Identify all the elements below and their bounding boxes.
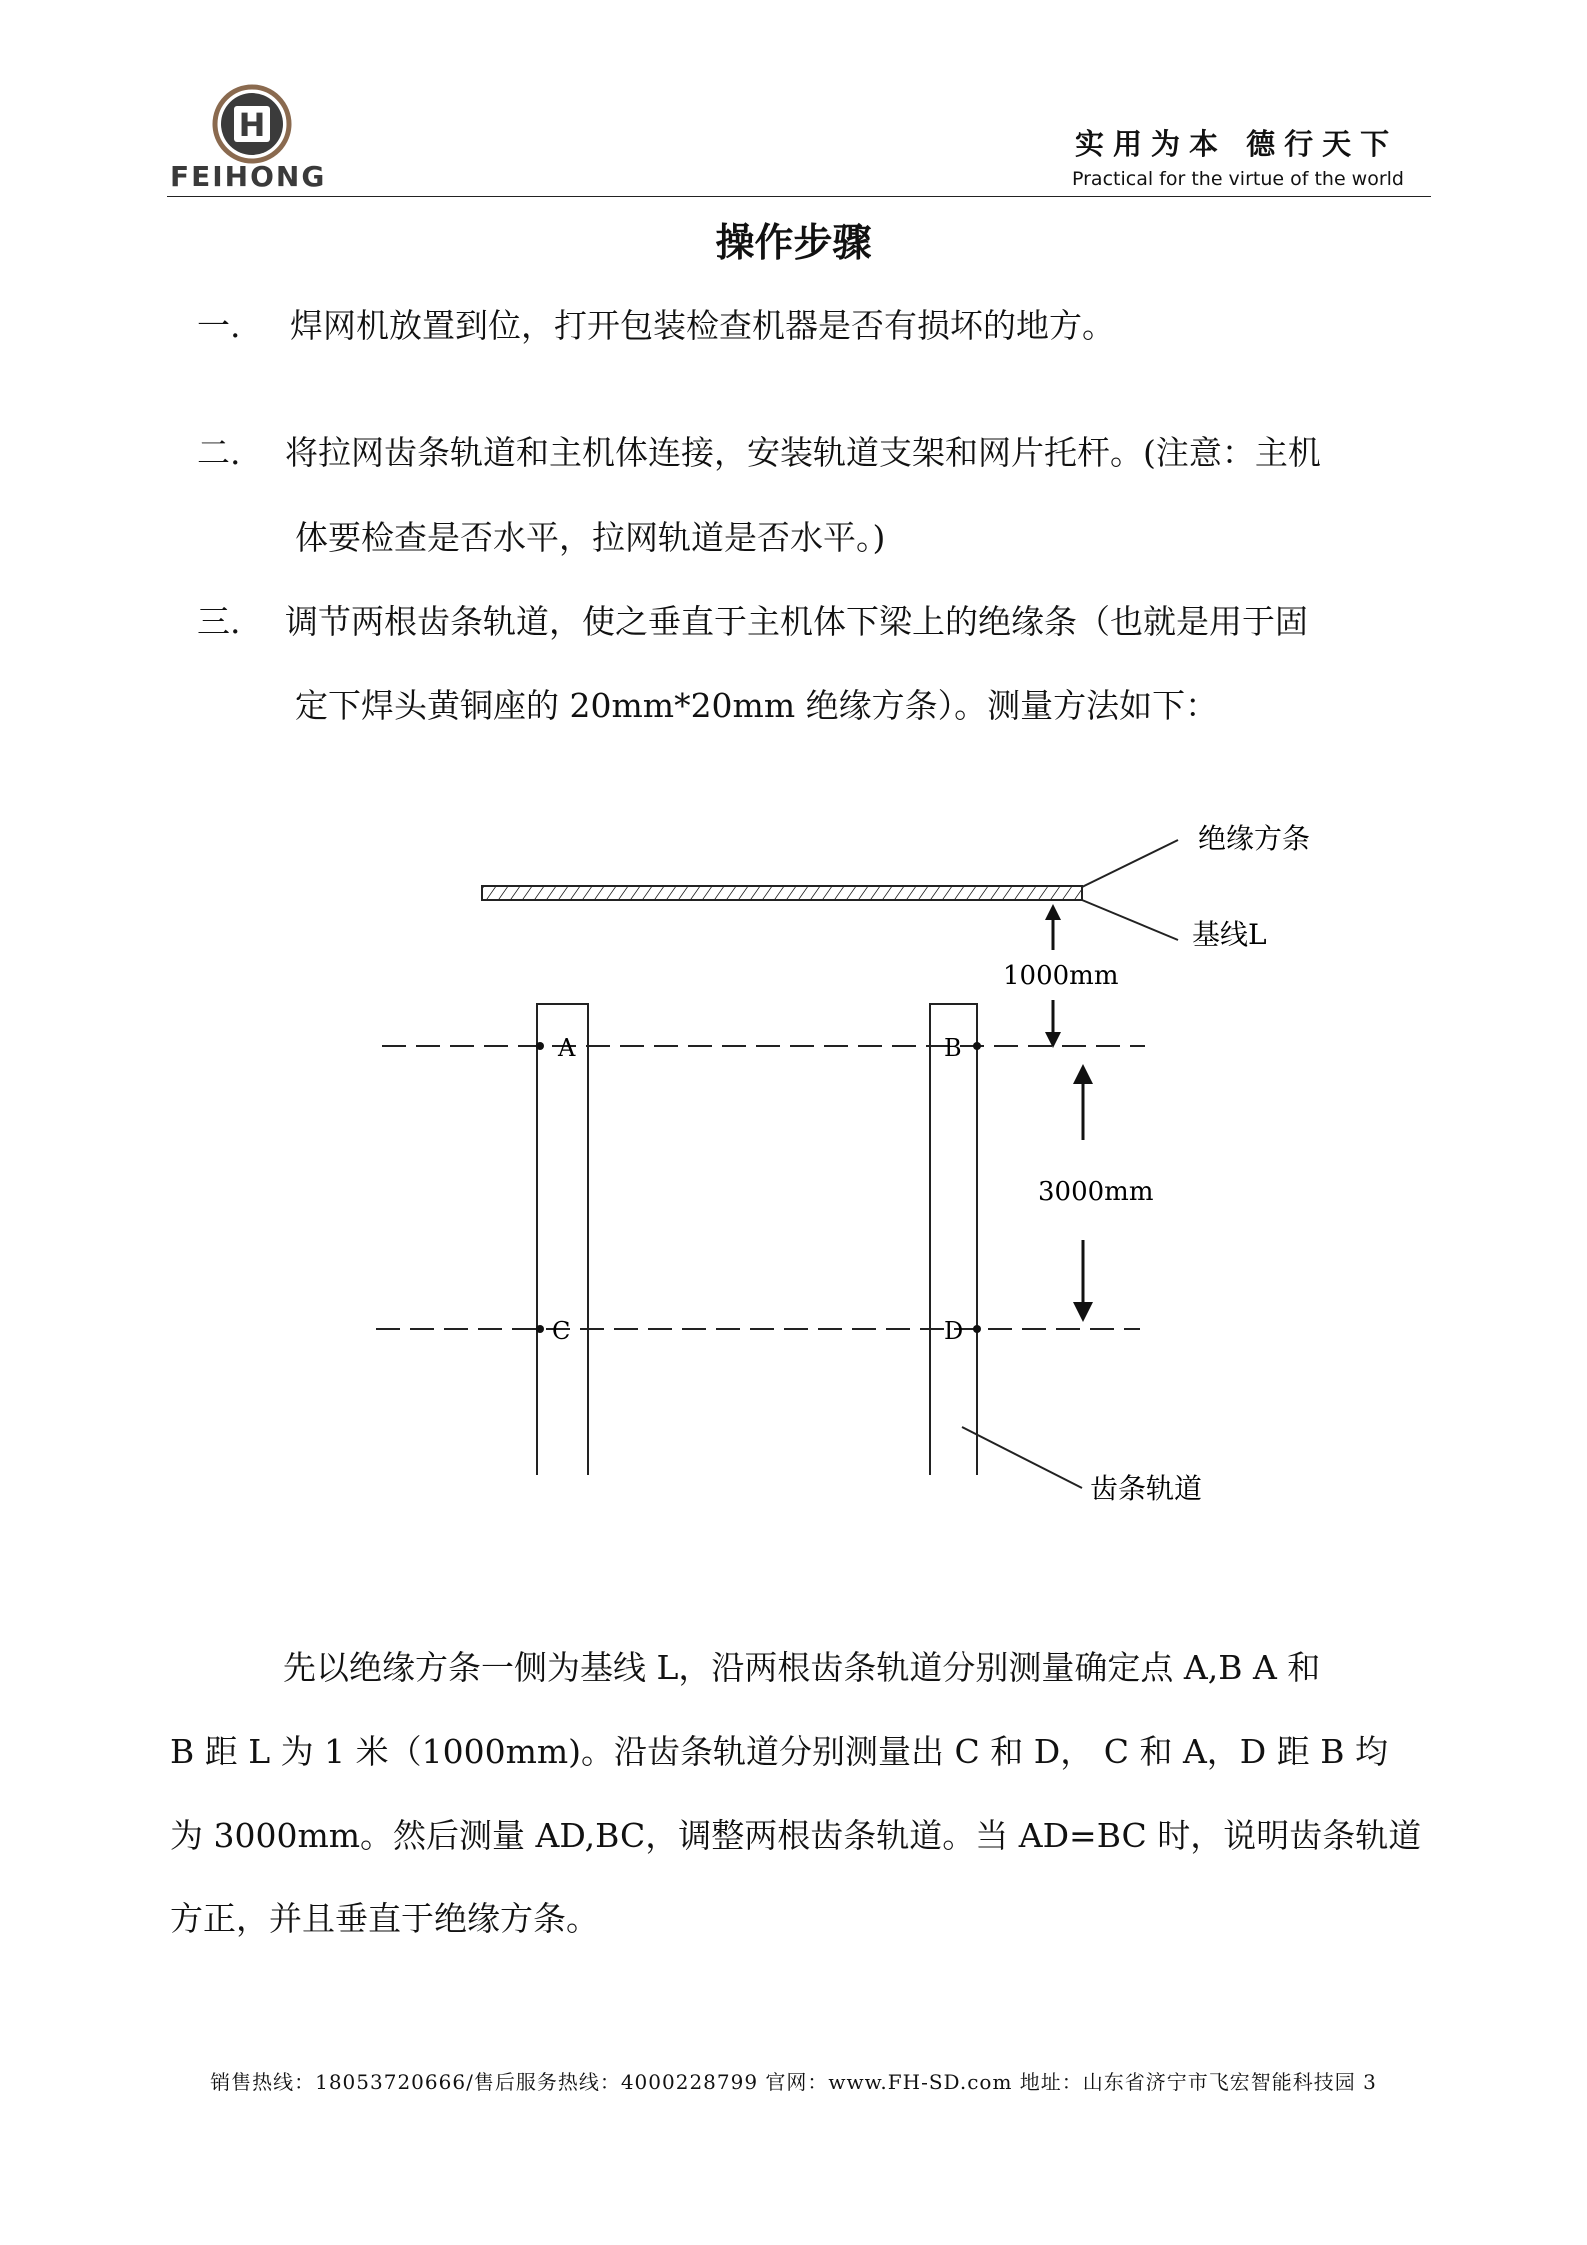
page-title: 操作步骤 <box>715 221 872 266</box>
step-1-line-1: 焊网机放置到位，打开包装检查机器是否有损坏的地方。 <box>290 306 1115 345</box>
step-3-number: 三. <box>197 602 241 641</box>
insulation-callout-line <box>1082 840 1178 887</box>
point-c-label: C <box>552 1317 571 1345</box>
point-a-label: A <box>558 1034 576 1062</box>
rack-callout-line <box>962 1427 1082 1488</box>
header-divider <box>167 196 1431 197</box>
label-baseline: 基线L <box>1192 918 1267 951</box>
step-3-line-2: 定下焊头黄铜座的 20mm*20mm 绝缘方条）。测量方法如下： <box>295 686 1219 725</box>
label-1000mm: 1000mm <box>1003 961 1119 991</box>
arrow-3000-down-head <box>1073 1302 1093 1322</box>
rack-rail-left <box>537 1004 588 1475</box>
measurement-diagram <box>0 780 1587 1540</box>
arrow-1000-up-head <box>1045 904 1061 920</box>
point-d-dot <box>973 1325 981 1333</box>
step-2-number: 二. <box>197 433 241 472</box>
label-insulation: 绝缘方条 <box>1198 822 1311 855</box>
footer-contact: 销售热线：18053720666/售后服务热线：4000228799 官网：www.FH-SD.com 地址：山东省济宁市飞宏智能科技园 3 <box>210 2070 1377 2094</box>
point-d-label: D <box>944 1317 964 1345</box>
point-b-dot <box>973 1042 981 1050</box>
step-1-number: 一. <box>197 306 241 345</box>
brand-name: FEIHONG <box>170 160 327 193</box>
arrow-3000-up-head <box>1073 1064 1093 1084</box>
body-line-4: 方正，并且垂直于绝缘方条。 <box>170 1899 599 1938</box>
body-line-3: 为 3000mm。然后测量 AD,BC，调整两根齿条轨道。当 AD=BC 时，说明齿条轨道 <box>170 1816 1422 1855</box>
insulation-bar <box>482 886 1082 900</box>
baseline-callout-line <box>1082 900 1178 940</box>
body-line-1: 先以绝缘方条一侧为基线 L，沿两根齿条轨道分别测量确定点 A,B A 和 <box>283 1648 1321 1687</box>
rack-rail-right <box>930 1004 977 1475</box>
point-b-label: B <box>944 1034 962 1062</box>
point-a-dot <box>536 1042 544 1050</box>
point-c-dot <box>536 1325 544 1333</box>
slogan-chinese: 实用为本 德行天下 <box>1075 127 1399 161</box>
step-2-line-1: 将拉网齿条轨道和主机体连接，安装轨道支架和网片托杆。(注意：主机 <box>285 433 1321 472</box>
label-3000mm: 3000mm <box>1038 1177 1154 1207</box>
logo-letter: H <box>238 106 266 144</box>
step-2-line-2: 体要检查是否水平，拉网轨道是否水平。) <box>295 518 886 557</box>
body-line-2: B 距 L 为 1 米（1000mm)。沿齿条轨道分别测量出 C 和 D， C 和 A，D 距 B 均 <box>170 1732 1388 1771</box>
feihong-logo <box>212 84 292 164</box>
slogan-english: Practical for the virtue of the world <box>1072 168 1404 190</box>
label-rack-rail: 齿条轨道 <box>1090 1472 1203 1505</box>
step-3-line-1: 调节两根齿条轨道，使之垂直于主机体下梁上的绝缘条（也就是用于固 <box>285 602 1308 641</box>
